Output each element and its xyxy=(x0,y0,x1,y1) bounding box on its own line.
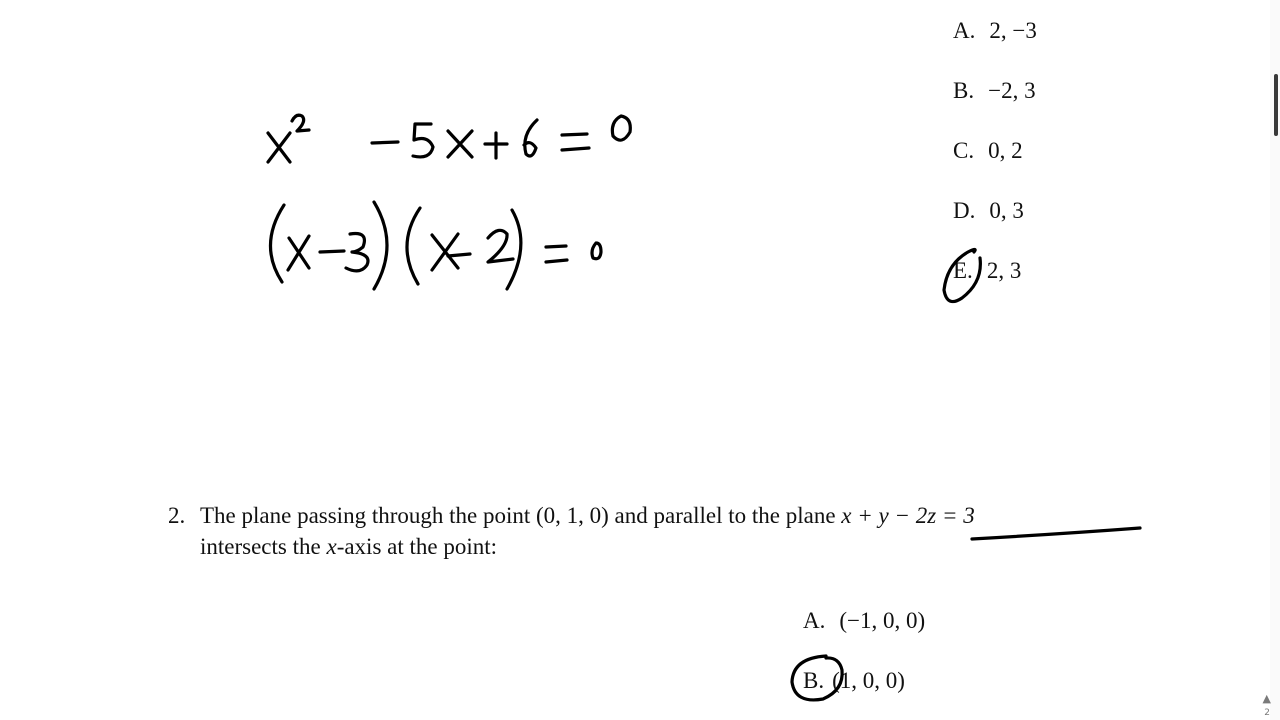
choice-value: −2, 3 xyxy=(988,78,1036,103)
choice-value: 0, 3 xyxy=(989,198,1024,223)
choice-value: 2, −3 xyxy=(989,18,1037,43)
handwritten-equation-line1 xyxy=(268,115,630,162)
question-text: intersects the xyxy=(200,534,321,559)
choice-letter: C. xyxy=(953,138,975,163)
scroll-up-icon[interactable]: ▲ xyxy=(1262,692,1271,705)
question-text: -axis at the point: xyxy=(336,534,498,559)
choice-value: (1, 0, 0) xyxy=(832,668,905,693)
plane-equation: x + y − 2z = 3 xyxy=(841,503,975,528)
choice-value: 0, 2 xyxy=(988,138,1023,163)
choice-value: (−1, 0, 0) xyxy=(839,608,926,633)
axis-variable: x xyxy=(326,534,337,559)
choice-letter: A. xyxy=(803,608,826,633)
choice-letter: B. xyxy=(803,668,825,693)
equation-underline xyxy=(972,528,1140,539)
choice-letter: D. xyxy=(953,198,976,223)
handwritten-equation-line2 xyxy=(270,202,601,289)
vertical-scrollbar[interactable] xyxy=(1270,0,1280,720)
scrollbar-thumb[interactable] xyxy=(1274,74,1278,136)
choice-letter: E. xyxy=(953,258,973,283)
question-number: 2. xyxy=(168,503,186,528)
page-number-indicator: 2 xyxy=(1264,708,1270,718)
choice-letter: B. xyxy=(953,78,975,103)
choice-value: 2, 3 xyxy=(986,258,1022,283)
answer-circle-q1 xyxy=(944,250,980,302)
answer-circle-q2 xyxy=(792,656,842,700)
question-text: The plane passing through the point (0, 1, 0) and parallel to the plane xyxy=(200,503,836,528)
choice-letter: A. xyxy=(953,18,976,43)
